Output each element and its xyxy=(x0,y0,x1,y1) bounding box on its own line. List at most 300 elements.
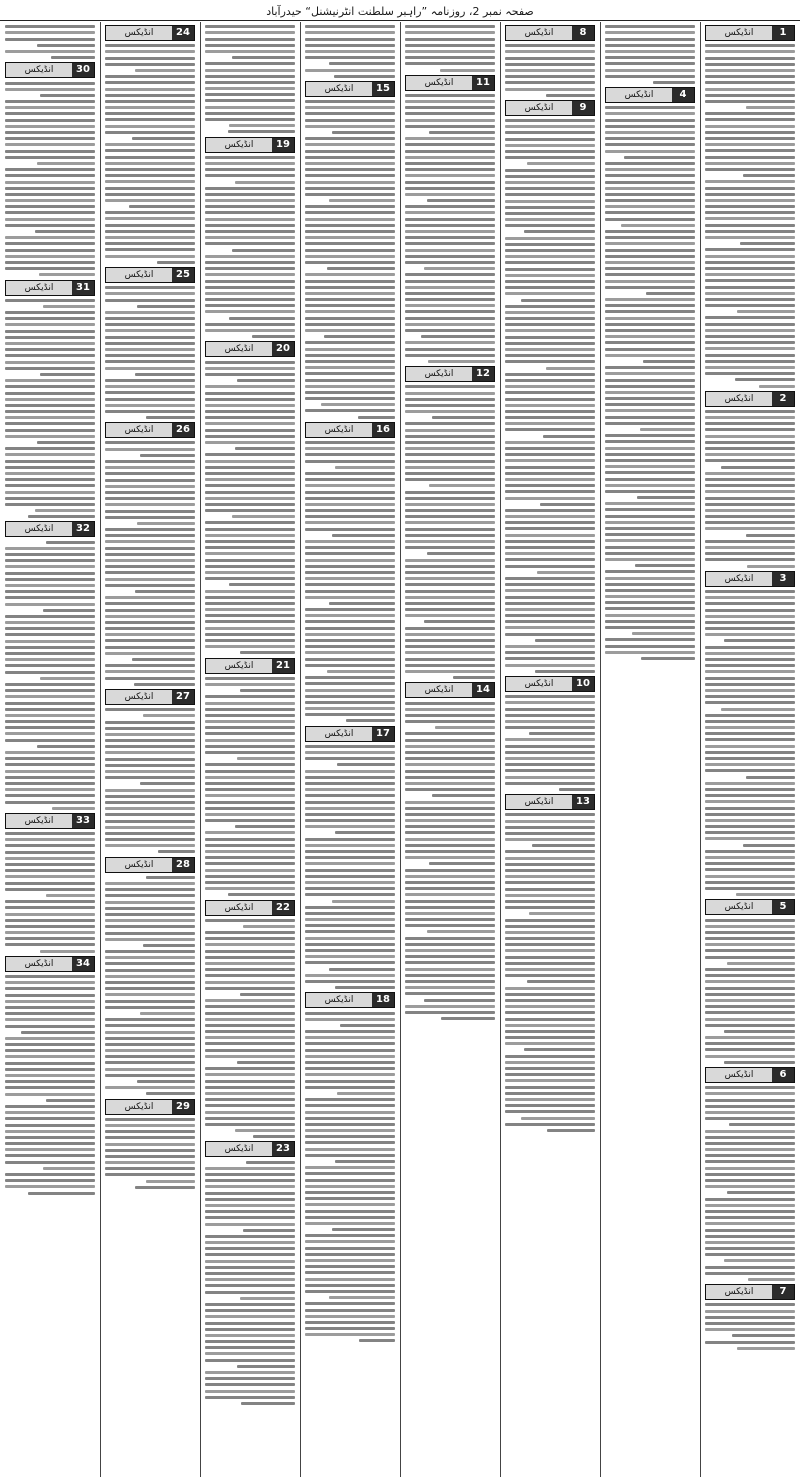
index-badge xyxy=(105,689,195,705)
article-text-block xyxy=(703,410,797,568)
text-line xyxy=(405,776,495,779)
text-line xyxy=(505,459,595,462)
text-line xyxy=(305,1321,395,1324)
text-line xyxy=(5,484,95,487)
text-line xyxy=(405,583,495,586)
text-line xyxy=(305,354,395,357)
text-line xyxy=(705,435,795,438)
text-line xyxy=(205,50,295,53)
text-line xyxy=(605,558,695,561)
index-badge-number: 20 xyxy=(272,342,294,356)
text-line xyxy=(205,714,295,717)
text-line xyxy=(405,658,495,661)
text-line xyxy=(105,540,195,543)
text-line xyxy=(505,268,595,271)
text-line xyxy=(705,1210,795,1213)
article-text-block xyxy=(703,590,797,896)
text-line xyxy=(605,490,695,493)
text-line xyxy=(205,435,295,438)
text-line xyxy=(105,94,195,97)
text-line xyxy=(605,44,695,47)
text-line xyxy=(105,497,195,500)
text-line xyxy=(505,900,595,903)
text-line xyxy=(705,540,795,543)
article-text-block xyxy=(403,385,497,679)
text-line xyxy=(5,491,95,494)
text-line xyxy=(505,962,595,965)
text-line xyxy=(705,521,795,524)
article-text-block xyxy=(603,106,697,660)
text-line xyxy=(5,472,95,475)
text-line xyxy=(205,968,295,971)
text-line xyxy=(37,441,95,444)
text-line xyxy=(705,187,795,190)
text-line xyxy=(405,534,495,537)
text-line xyxy=(705,738,795,741)
text-line xyxy=(505,1024,595,1027)
text-line xyxy=(605,379,695,382)
text-line xyxy=(5,168,95,171)
text-line xyxy=(205,1123,295,1126)
text-line xyxy=(505,1005,595,1008)
text-line xyxy=(105,385,195,388)
text-line xyxy=(305,695,395,698)
text-line xyxy=(205,398,295,401)
text-line xyxy=(737,310,795,313)
text-line xyxy=(5,919,95,922)
text-line xyxy=(205,577,295,580)
text-line xyxy=(105,950,195,953)
text-line xyxy=(705,199,795,202)
text-line xyxy=(405,168,495,171)
text-line xyxy=(305,559,395,562)
text-line xyxy=(46,1099,96,1102)
text-line xyxy=(505,937,595,940)
text-line xyxy=(105,1155,195,1158)
text-line xyxy=(105,404,195,407)
news-item xyxy=(103,267,197,419)
text-line xyxy=(205,645,295,648)
text-line xyxy=(205,310,295,313)
text-line xyxy=(205,521,295,524)
text-line xyxy=(35,230,95,233)
text-line xyxy=(705,1303,795,1306)
text-line xyxy=(705,1316,795,1319)
article-text-block xyxy=(303,745,397,989)
text-line xyxy=(705,1036,795,1039)
text-line xyxy=(205,962,295,965)
text-line xyxy=(543,435,595,438)
text-line xyxy=(5,50,95,53)
news-item xyxy=(3,25,97,59)
text-line xyxy=(5,125,95,128)
text-line xyxy=(405,193,495,196)
text-line xyxy=(5,627,95,630)
article-text-block xyxy=(403,702,497,1021)
index-badge-label: انڈیکس xyxy=(206,659,272,673)
text-line xyxy=(505,1055,595,1058)
text-line xyxy=(105,1024,195,1027)
text-line xyxy=(405,590,495,593)
text-line xyxy=(5,255,95,258)
text-line xyxy=(329,1296,395,1299)
index-badge-number: 27 xyxy=(172,690,194,704)
article-text-block xyxy=(103,441,197,685)
text-line xyxy=(705,1328,795,1331)
text-line xyxy=(705,112,795,115)
index-badge xyxy=(105,857,195,873)
text-line xyxy=(105,1043,195,1046)
text-line xyxy=(305,143,395,146)
text-line xyxy=(335,466,395,469)
text-line xyxy=(329,968,395,971)
text-line xyxy=(505,249,595,252)
text-line xyxy=(205,776,295,779)
text-line xyxy=(40,94,95,97)
news-item xyxy=(603,25,697,84)
text-line xyxy=(105,193,195,196)
text-line xyxy=(605,25,695,28)
text-line xyxy=(5,652,95,655)
index-badge-label: انڈیکس xyxy=(506,26,572,40)
text-line xyxy=(105,633,195,636)
text-line xyxy=(205,1291,295,1294)
text-line xyxy=(305,298,395,301)
text-line xyxy=(705,515,795,518)
text-line xyxy=(305,807,395,810)
text-line xyxy=(705,925,795,928)
news-column-2 xyxy=(600,22,700,1477)
text-line xyxy=(705,261,795,264)
text-line xyxy=(305,639,395,642)
text-line xyxy=(205,1092,295,1095)
text-line xyxy=(527,162,595,165)
text-line xyxy=(505,552,595,555)
text-line xyxy=(205,31,295,34)
text-line xyxy=(5,1000,95,1003)
text-line xyxy=(405,385,495,388)
text-line xyxy=(5,869,95,872)
text-line xyxy=(605,409,695,412)
index-badge xyxy=(705,391,795,407)
text-line xyxy=(205,813,295,816)
text-line xyxy=(37,745,95,748)
text-line xyxy=(329,62,395,65)
text-line xyxy=(505,472,595,475)
text-line xyxy=(105,118,195,121)
text-line xyxy=(105,615,195,618)
text-line xyxy=(405,249,495,252)
article-text-block xyxy=(203,361,297,655)
text-line xyxy=(205,956,295,959)
text-line xyxy=(432,416,495,419)
text-line xyxy=(205,1359,295,1362)
text-line xyxy=(405,974,495,977)
text-line xyxy=(405,645,495,648)
text-line xyxy=(205,1173,295,1176)
text-line xyxy=(405,571,495,574)
text-line xyxy=(405,25,495,28)
text-line xyxy=(146,416,196,419)
text-line xyxy=(505,181,595,184)
text-line xyxy=(205,546,295,549)
text-line xyxy=(105,63,195,66)
text-line xyxy=(705,745,795,748)
text-line xyxy=(5,757,95,760)
text-line xyxy=(505,1018,595,1021)
text-line xyxy=(505,888,595,891)
text-line xyxy=(205,745,295,748)
text-line xyxy=(505,404,595,407)
text-line xyxy=(5,553,95,556)
text-line xyxy=(305,943,395,946)
text-line xyxy=(40,677,95,680)
text-line xyxy=(205,1266,295,1269)
text-line xyxy=(505,620,595,623)
text-line xyxy=(5,1111,95,1114)
text-line xyxy=(505,317,595,320)
text-line xyxy=(705,1185,795,1188)
text-line xyxy=(205,838,295,841)
text-line xyxy=(5,664,95,667)
index-badge-label: انڈیکس xyxy=(106,423,172,437)
text-line xyxy=(705,807,795,810)
text-line xyxy=(205,329,295,332)
text-line xyxy=(305,676,395,679)
text-line xyxy=(305,1098,395,1101)
text-line xyxy=(605,255,695,258)
text-line xyxy=(105,670,195,673)
index-badge-label: انڈیکس xyxy=(306,423,372,437)
index-badge xyxy=(705,1284,795,1300)
text-line xyxy=(740,242,795,245)
text-line xyxy=(105,844,195,847)
text-line xyxy=(205,255,295,258)
text-line xyxy=(705,552,795,555)
text-line xyxy=(705,1160,795,1163)
text-line xyxy=(705,757,795,760)
text-line xyxy=(105,547,195,550)
text-line xyxy=(305,1061,395,1064)
text-line xyxy=(705,695,795,698)
text-line xyxy=(405,788,495,791)
text-line xyxy=(705,683,795,686)
text-line xyxy=(405,627,495,630)
text-line xyxy=(35,509,95,512)
text-line xyxy=(137,305,195,308)
index-badge-number: 24 xyxy=(172,26,194,40)
text-line xyxy=(5,336,95,339)
index-badge xyxy=(5,521,95,537)
text-line xyxy=(505,589,595,592)
text-line xyxy=(5,832,95,835)
text-line xyxy=(5,478,95,481)
index-badge xyxy=(305,81,395,97)
text-line xyxy=(705,1024,795,1027)
text-line xyxy=(5,398,95,401)
text-line xyxy=(205,559,295,562)
text-line xyxy=(405,441,495,444)
text-line xyxy=(705,478,795,481)
text-line xyxy=(605,595,695,598)
text-line xyxy=(705,316,795,319)
text-line xyxy=(205,429,295,432)
text-line xyxy=(305,174,395,177)
text-line xyxy=(5,726,95,729)
text-line xyxy=(205,44,295,47)
text-line xyxy=(705,800,795,803)
text-line xyxy=(305,242,395,245)
text-line xyxy=(205,782,295,785)
news-item xyxy=(303,422,397,723)
text-line xyxy=(605,162,695,165)
text-line xyxy=(240,689,295,692)
text-line xyxy=(605,434,695,437)
text-line xyxy=(705,1341,795,1344)
text-line xyxy=(505,187,595,190)
text-line xyxy=(5,112,95,115)
text-line xyxy=(5,119,95,122)
text-line xyxy=(5,367,95,370)
news-item xyxy=(3,280,97,519)
text-line xyxy=(305,1210,395,1213)
text-line xyxy=(305,583,395,586)
news-item xyxy=(3,521,97,809)
text-line xyxy=(429,484,495,487)
text-line xyxy=(105,907,195,910)
text-line xyxy=(505,968,595,971)
text-line xyxy=(205,695,295,698)
text-line xyxy=(705,459,795,462)
text-line xyxy=(305,25,395,28)
text-line xyxy=(505,919,595,922)
text-line xyxy=(705,1310,795,1313)
text-line xyxy=(705,720,795,723)
text-line xyxy=(705,862,795,865)
text-line xyxy=(705,1247,795,1250)
text-line xyxy=(140,1012,195,1015)
text-line xyxy=(5,1037,95,1040)
text-line xyxy=(605,323,695,326)
text-line xyxy=(705,813,795,816)
text-line xyxy=(305,1073,395,1076)
text-line xyxy=(205,193,295,196)
text-line xyxy=(305,224,395,227)
text-line xyxy=(305,1271,395,1274)
text-line xyxy=(305,323,395,326)
text-line xyxy=(405,354,495,357)
text-line xyxy=(105,621,195,624)
text-line xyxy=(705,236,795,239)
text-line xyxy=(705,149,795,152)
news-item xyxy=(203,137,297,339)
text-line xyxy=(505,224,595,227)
text-line xyxy=(705,304,795,307)
text-line xyxy=(505,850,595,853)
text-line xyxy=(105,125,195,128)
text-line xyxy=(229,317,295,320)
text-line xyxy=(605,416,695,419)
text-line xyxy=(505,286,595,289)
text-line xyxy=(205,1049,295,1052)
index-badge-number: 12 xyxy=(472,367,494,381)
text-line xyxy=(205,1067,295,1070)
text-line xyxy=(237,1061,295,1064)
text-line xyxy=(605,607,695,610)
index-badge-label: انڈیکس xyxy=(706,392,772,406)
text-line xyxy=(305,627,395,630)
text-line xyxy=(605,310,695,313)
text-line xyxy=(705,1130,795,1133)
text-line xyxy=(605,453,695,456)
text-line xyxy=(505,657,595,660)
text-line xyxy=(5,410,95,413)
text-line xyxy=(105,609,195,612)
text-line xyxy=(505,943,595,946)
text-line xyxy=(205,1260,295,1263)
text-line xyxy=(505,832,595,835)
text-line xyxy=(505,360,595,363)
text-line xyxy=(705,143,795,146)
text-line xyxy=(5,1161,95,1164)
text-line xyxy=(305,1309,395,1312)
text-line xyxy=(105,932,195,935)
text-line xyxy=(605,484,695,487)
text-line xyxy=(505,931,595,934)
text-line xyxy=(759,385,795,388)
text-line xyxy=(105,888,195,891)
text-line xyxy=(5,714,95,717)
text-line xyxy=(405,819,495,822)
text-line xyxy=(405,62,495,65)
text-line xyxy=(205,187,295,190)
text-line xyxy=(335,1160,395,1163)
text-line xyxy=(205,174,295,177)
text-line xyxy=(205,1192,295,1195)
text-line xyxy=(305,571,395,574)
text-line xyxy=(505,881,595,884)
text-line xyxy=(305,1141,395,1144)
text-line xyxy=(705,69,795,72)
text-line xyxy=(705,137,795,140)
text-line xyxy=(305,372,395,375)
text-line xyxy=(105,81,195,84)
text-line xyxy=(747,565,795,568)
text-line xyxy=(305,819,395,822)
text-line xyxy=(705,763,795,766)
text-line xyxy=(505,701,595,704)
index-badge-label: انڈیکس xyxy=(206,138,272,152)
text-line xyxy=(532,844,595,847)
text-line xyxy=(105,639,195,642)
text-line xyxy=(435,726,495,729)
text-line xyxy=(332,1228,395,1231)
article-text-block xyxy=(203,156,297,338)
text-line xyxy=(205,850,295,853)
text-line xyxy=(105,627,195,630)
text-line xyxy=(305,1148,395,1151)
text-line xyxy=(205,460,295,463)
text-line xyxy=(205,788,295,791)
text-line xyxy=(305,955,395,958)
text-line xyxy=(129,205,195,208)
text-line xyxy=(529,732,595,735)
text-line xyxy=(405,230,495,233)
text-line xyxy=(505,385,595,388)
text-line xyxy=(105,652,195,655)
text-line xyxy=(705,919,795,922)
index-badge-label: انڈیکس xyxy=(106,26,172,40)
